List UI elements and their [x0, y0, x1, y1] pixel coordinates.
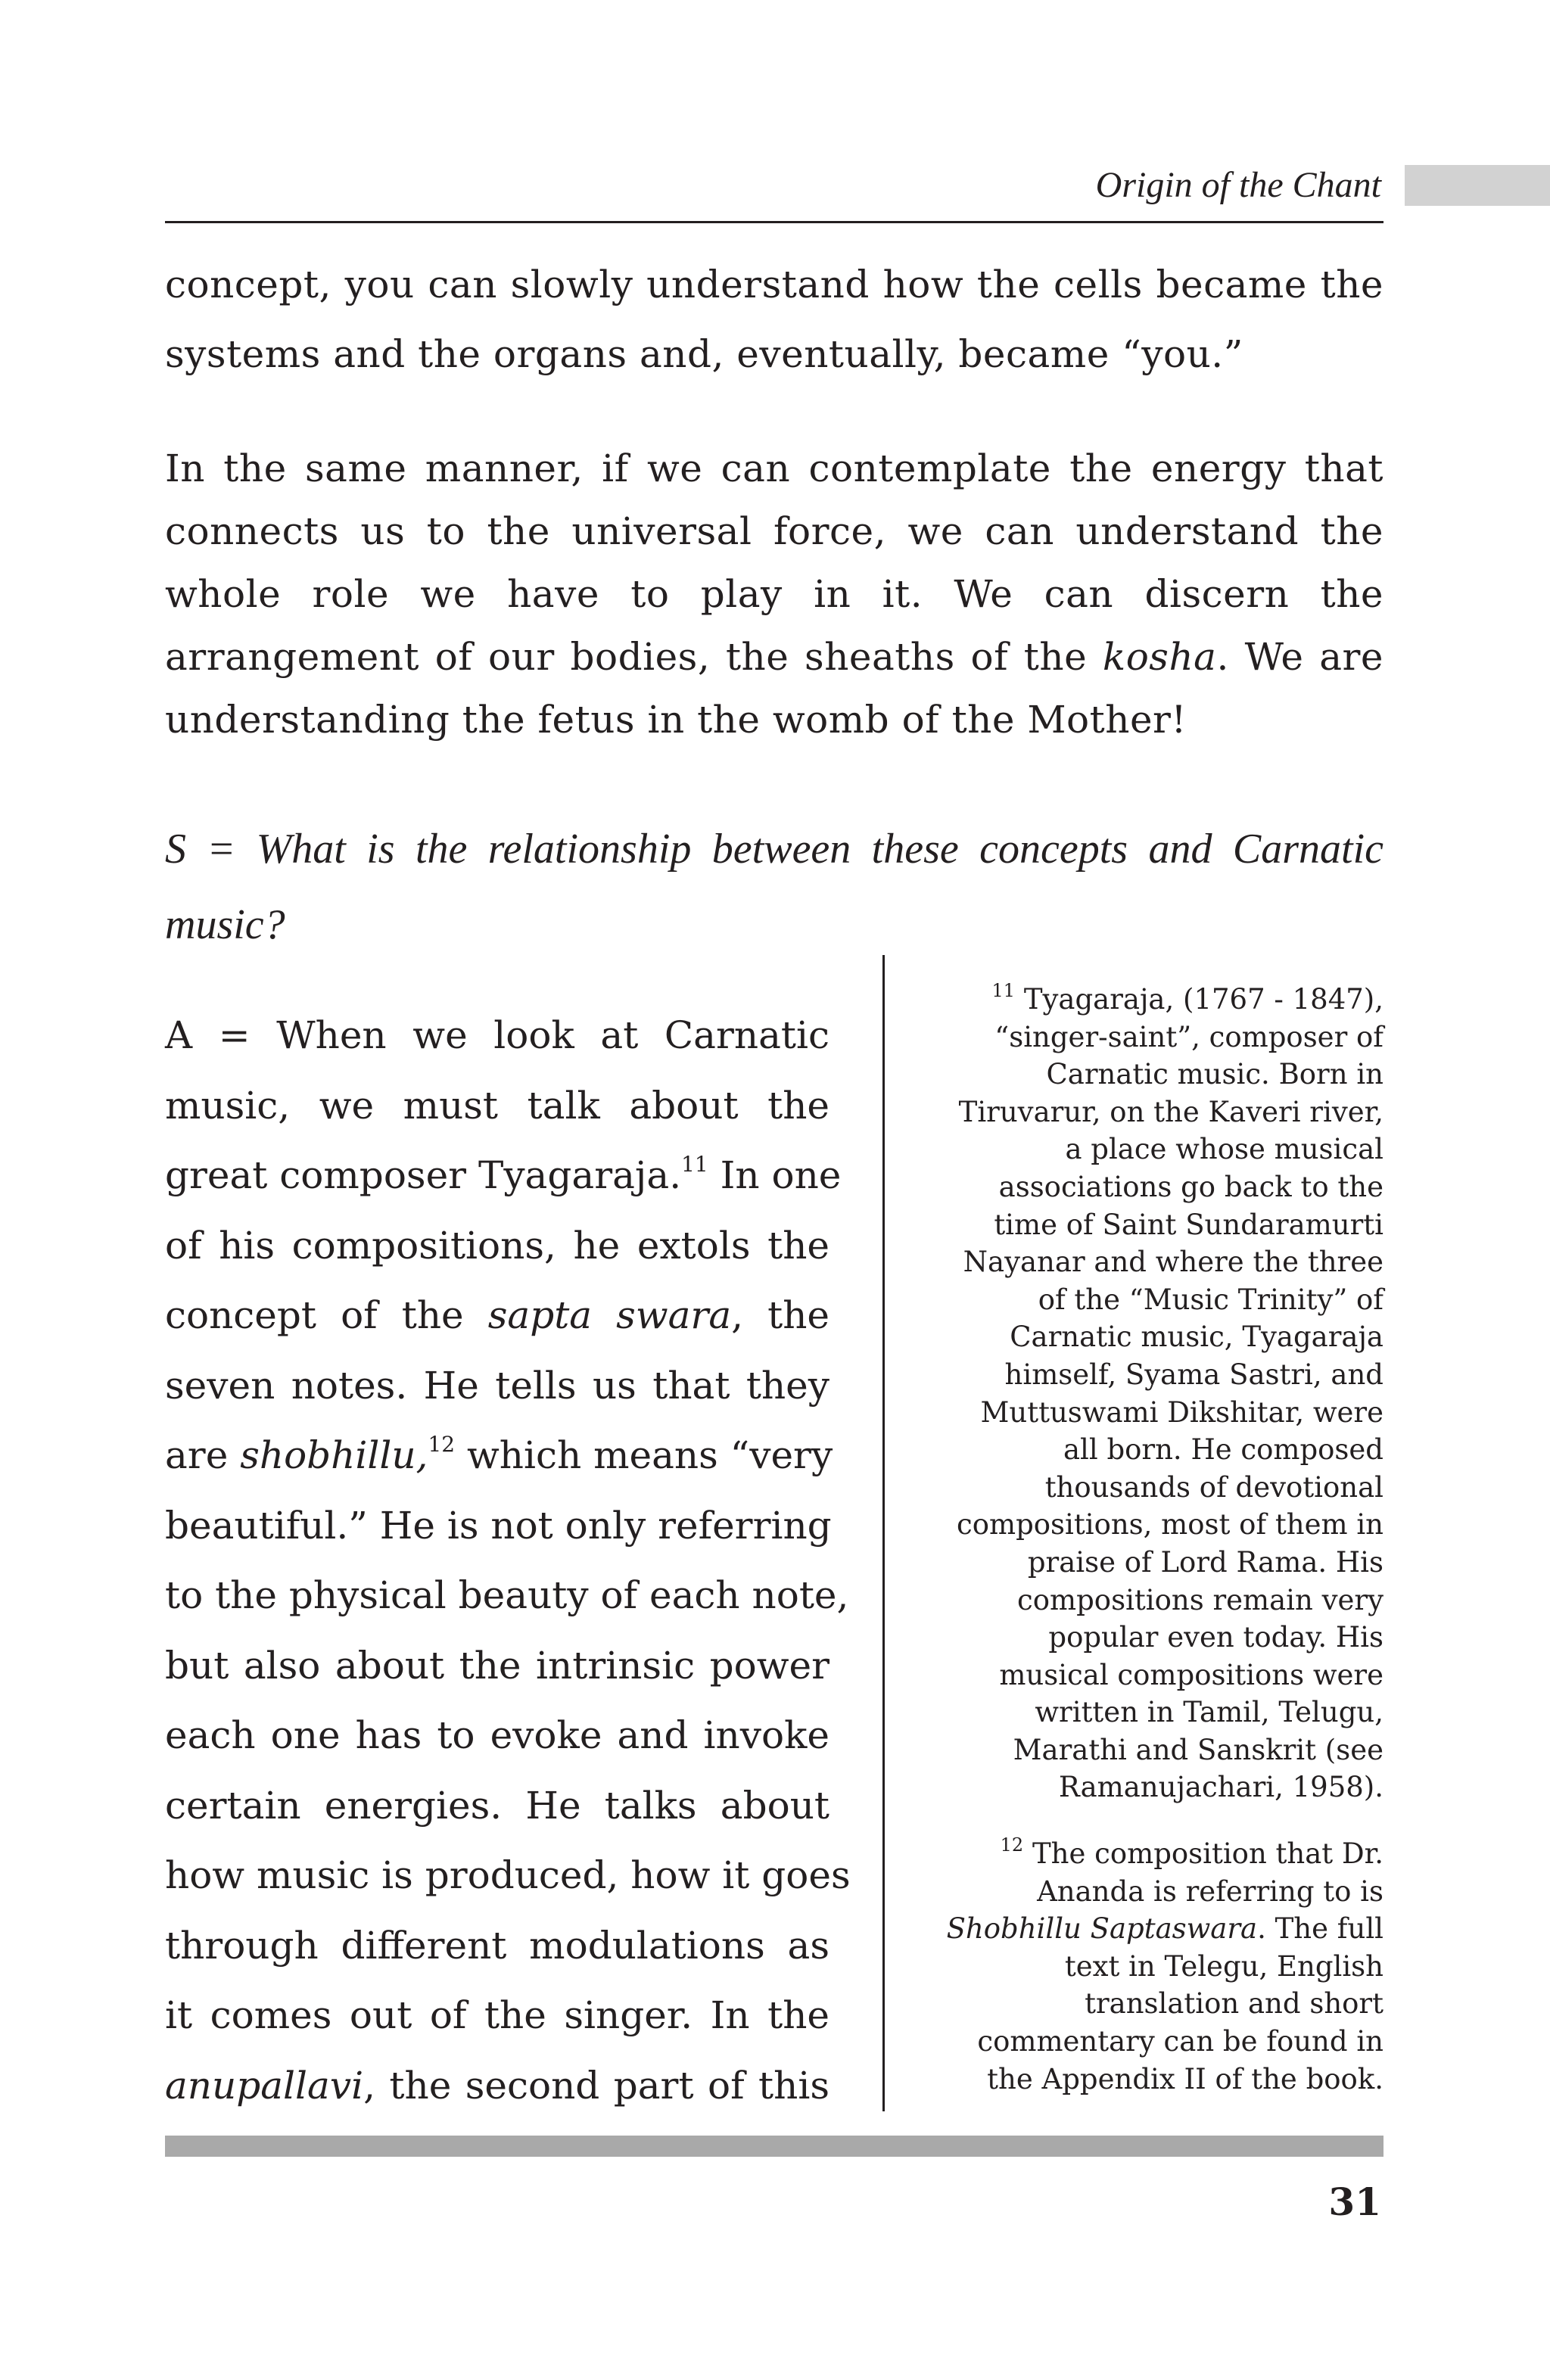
- term-sapta-swara: sapta swara: [487, 1293, 732, 1337]
- footnote-line: Tiruvarur, on the Kaveri river,: [958, 1095, 1383, 1128]
- paragraph-2: [165, 437, 1383, 751]
- footnote-line: thousands of devotional: [1044, 1470, 1383, 1504]
- footnote-line: [938, 1910, 1383, 1948]
- footnote-12: [938, 1835, 1383, 2098]
- answer-text: concept of the: [165, 1293, 488, 1337]
- footnote-text: Tyagaraja, (1767 - 1847),: [1023, 983, 1383, 1016]
- answer-line: music, we must talk about the: [165, 1083, 829, 1128]
- footnote-line: himself, Syama Sastri, and: [1004, 1358, 1383, 1391]
- answer-line: seven notes. He tells us that they: [165, 1363, 829, 1408]
- footnote-line: compositions remain very: [1017, 1583, 1383, 1616]
- footnote-line: “singer-saint”, composer of: [994, 1020, 1383, 1053]
- answer-line: how music is produced, how it goes: [165, 1853, 851, 1897]
- answer-text: which means “very: [455, 1433, 833, 1477]
- answer-line: of his compositions, he extols the: [165, 1223, 829, 1268]
- answer-line: to the physical beauty of each note,: [165, 1573, 849, 1617]
- answer-line: it comes out of the singer. In the: [165, 1993, 829, 2037]
- footnote-line: Ananda is referring to is: [1037, 1874, 1383, 1908]
- footnote-line: Carnatic music, Tyagaraja: [1010, 1321, 1383, 1354]
- answer-line: certain energies. He talks about: [165, 1783, 829, 1828]
- paragraph-2-text-b: . We are understanding the fetus in the womb of the Mother!: [165, 635, 1383, 742]
- footnote-line: Carnatic music. Born in: [1046, 1058, 1383, 1091]
- answer-text: great composer Tyagaraja.: [165, 1153, 682, 1197]
- footnote-number-11: 11: [991, 980, 1016, 1001]
- footnote-11: [938, 981, 1383, 1806]
- term-kosha: kosha: [1102, 635, 1217, 679]
- footnote-ref-12[interactable]: 12: [428, 1432, 456, 1457]
- footnote-line: the Appendix II of the book.: [987, 2062, 1383, 2095]
- footnote-number-12: 12: [1000, 1834, 1024, 1856]
- header-tab-decoration: [1405, 165, 1550, 206]
- answer-line: each one has to evoke and invoke: [165, 1713, 829, 1757]
- footnote-composition-title: Shobhillu Saptaswara: [946, 1912, 1258, 1946]
- answer-line: [165, 1140, 842, 1211]
- answer-line: but also about the intrinsic power: [165, 1643, 829, 1688]
- term-anupallavi: anupallavi: [165, 2063, 364, 2108]
- answer-line: [165, 1280, 829, 1351]
- footnote-line: [938, 981, 1383, 1019]
- answer-line: [165, 2051, 829, 2121]
- footnote-line: a place whose musical: [1065, 1133, 1383, 1166]
- paragraph-2-text-a: In the same manner, if we can contemplate the energy that connects us to the universal force, we can understand the whole role we have to play in it. We can discern the arrangement of our bodies, the sheaths of the: [165, 446, 1383, 679]
- footnote-line: time of Saint Sundaramurti: [994, 1208, 1383, 1241]
- answer-text: are: [165, 1433, 241, 1477]
- footnote-text: . The full: [1257, 1912, 1383, 1946]
- answer-text: , the second part of this: [363, 2063, 829, 2108]
- answer-text: In one: [708, 1153, 842, 1197]
- term-shobhillu: shobhillu,: [240, 1433, 428, 1477]
- footnote-line: all born. He composed: [1063, 1433, 1383, 1467]
- footnote-line: Ramanujachari, 1958).: [1058, 1771, 1383, 1804]
- answer-line: [165, 1420, 833, 1491]
- footnote-line: popular even today. His: [1048, 1621, 1383, 1654]
- answer-text: , the: [731, 1293, 830, 1337]
- footer-bar: [165, 2136, 1383, 2157]
- footnote-line: translation and short: [1085, 1987, 1383, 2021]
- answer-line: beautiful.” He is not only referring: [165, 1503, 832, 1548]
- footnote-line: Nayanar and where the three: [963, 1246, 1383, 1279]
- footnote-ref-11[interactable]: 11: [681, 1152, 708, 1177]
- answer-paragraph: [165, 1000, 851, 2120]
- footnote-spacer: [938, 1806, 1383, 1835]
- footnote-line: Marathi and Sanskrit (see: [1013, 1733, 1383, 1766]
- column-divider: [882, 955, 885, 2111]
- interview-question: S = What is the relationship between these concepts and Carnatic music?: [165, 826, 1383, 948]
- footnote-line: musical compositions were: [999, 1658, 1383, 1691]
- footnote-line: associations go back to the: [998, 1170, 1383, 1203]
- footnote-line: commentary can be found in: [977, 2025, 1383, 2058]
- answer-line: through different modulations as: [165, 1923, 829, 1968]
- footnote-line: [938, 1835, 1383, 1873]
- footnote-line: text in Telegu, English: [1064, 1949, 1383, 1983]
- paragraph-1: concept, you can slowly understand how the cells became the systems and the organs and, eventually, became “you.”: [165, 263, 1383, 376]
- running-head: Origin of the Chant: [1095, 165, 1381, 205]
- footnote-text: The composition that Dr.: [1032, 1837, 1383, 1871]
- footnote-line: of the “Music Trinity” of: [1038, 1283, 1383, 1316]
- footnote-line: praise of Lord Rama. His: [1027, 1545, 1383, 1579]
- footnotes-column: [938, 981, 1383, 2098]
- header-rule: [165, 221, 1383, 223]
- page-number: 31: [1328, 2179, 1381, 2224]
- footnote-line: compositions, most of them in: [957, 1508, 1383, 1542]
- answer-line: A = When we look at Carnatic: [165, 1013, 829, 1057]
- footnote-line: written in Tamil, Telugu,: [1035, 1696, 1383, 1729]
- footnote-line: Muttuswami Dikshitar, were: [980, 1395, 1383, 1429]
